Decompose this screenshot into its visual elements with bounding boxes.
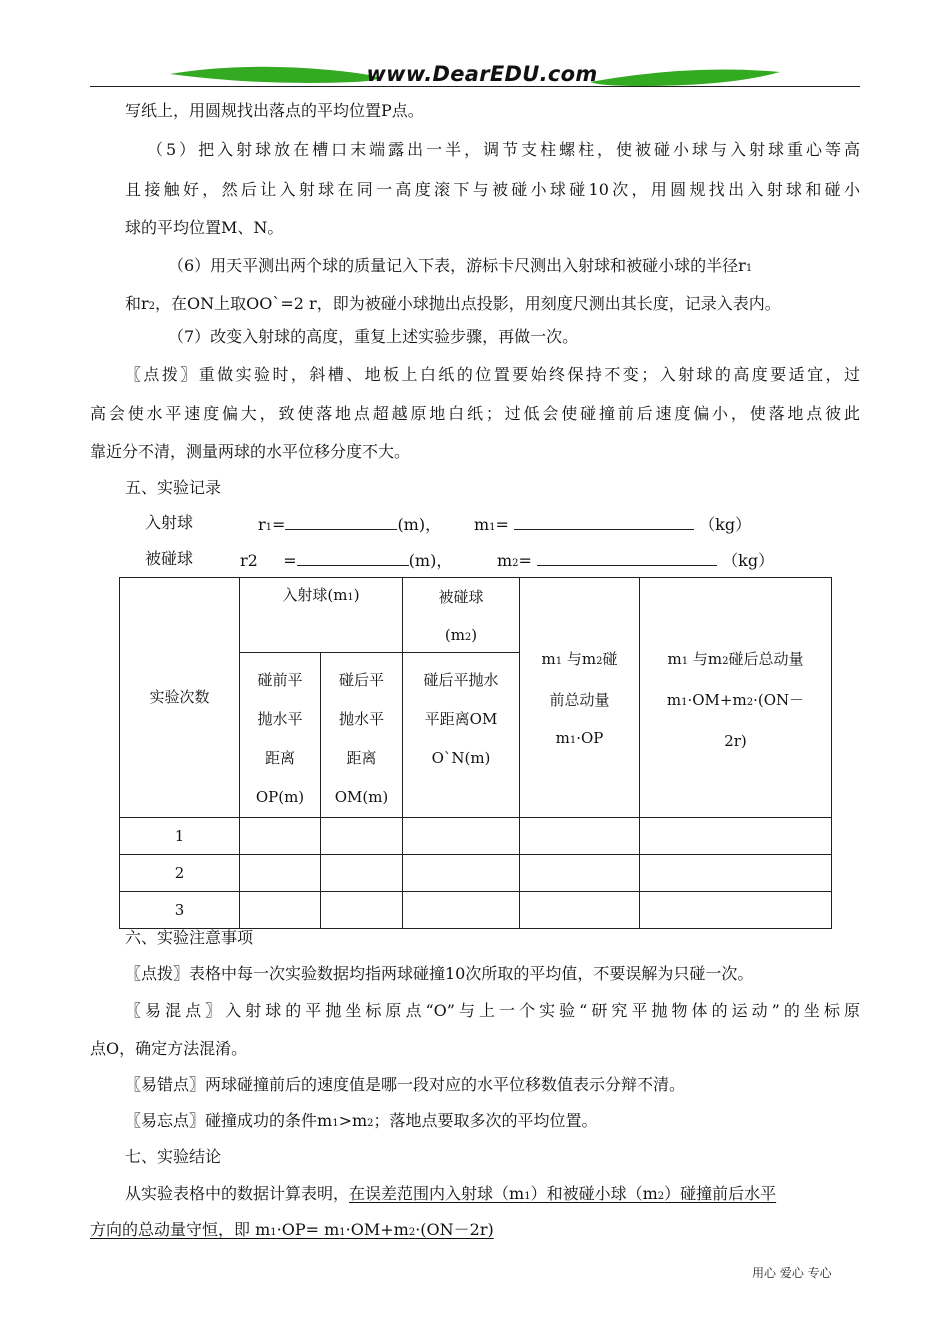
conclusion-line-2: 方向的总动量守恒，即 m1·OP= m1·OM+m2·(ON－2r) [90, 1220, 494, 1239]
row-number: 2 [120, 855, 240, 892]
header-incident-ball: 入射球(m1) [240, 578, 403, 653]
incident-mass-field: m1= （kg） [474, 515, 752, 534]
footer-slogan: 用心 爱心 专心 [752, 1266, 832, 1280]
target-ball-label: 被碰球 [145, 549, 194, 568]
logo-swoosh-left [170, 67, 377, 83]
mass-1-blank[interactable] [514, 513, 694, 530]
table-cell[interactable] [403, 818, 520, 855]
mass-2-blank[interactable] [537, 549, 717, 566]
row-number: 1 [120, 818, 240, 855]
logo-swoosh-right [590, 70, 780, 86]
table-cell[interactable] [403, 892, 520, 929]
tip-line-2: 高会使水平速度偏大，致使落地点超越原地白纸；过低会使碰撞前后速度偏小，使落地点彼此 [90, 404, 860, 423]
row-number: 3 [120, 892, 240, 929]
section-6-heading: 六、实验注意事项 [125, 928, 254, 947]
header-trials: 实验次数 [120, 578, 240, 818]
header-before-total-momentum: m1 与m2碰 前总动量 m1·OP [520, 578, 640, 818]
section-7-heading: 七、实验结论 [125, 1147, 222, 1166]
table-cell[interactable] [640, 855, 832, 892]
target-radius-field: r2 = (m)， [240, 551, 453, 570]
table-cell[interactable] [321, 818, 403, 855]
paragraph-continued: 写纸上，用圆规找出落点的平均位置P点。 [125, 101, 424, 120]
step-5-line-3: 球的平均位置M、N。 [125, 218, 284, 237]
note-tip: 〖点拨〗表格中每一次实验数据均指两球碰撞10次所取的平均值，不要误解为只碰一次。 [125, 964, 754, 983]
radius-1-blank[interactable] [285, 513, 397, 530]
incident-radius-field: r1= (m)， [258, 515, 442, 534]
header-after-total-momentum: m1 与m2碰后总动量 m1·OM+m2·(ON－ 2r) [640, 578, 832, 818]
header-after-om: 碰后平 抛水平 距离 OM(m) [321, 653, 403, 818]
note-error: 〖易错点〗两球碰撞前后的速度值是哪一段对应的水平位移数值表示分辩不清。 [125, 1075, 686, 1094]
tip-line-3: 靠近分不清，测量两球的水平位移分度不大。 [90, 442, 411, 461]
table-cell[interactable] [520, 818, 640, 855]
table-cell[interactable] [321, 892, 403, 929]
step-5-line-2: 且接触好，然后让入射球在同一高度滚下与被碰小球碰10次，用圆规找出入射球和碰小 [125, 180, 860, 199]
radius-2-blank[interactable] [297, 549, 409, 566]
section-5-heading: 五、实验记录 [125, 478, 222, 497]
header-before-op: 碰前平 抛水平 距离 OP(m) [240, 653, 321, 818]
table-cell[interactable] [403, 855, 520, 892]
step-6-line-2: 和r2，在ON上取OO`=2 r，即为被碰小球抛出点投影，用刻度尺测出其长度，记录入表内。 [125, 294, 781, 313]
note-confuse-line-2: 点O，确定方法混淆。 [90, 1039, 248, 1058]
step-7: （7）改变入射球的高度，重复上述实验步骤，再做一次。 [168, 327, 579, 346]
step-6-line-1: （6）用天平测出两个球的质量记入下表，游标卡尺测出入射球和被碰小球的半径r1 [168, 256, 753, 275]
tip-line-1: 〖点拨〗重做实验时，斜槽、地板上白纸的位置要始终保持不变；入射球的高度要适宜，过 [125, 365, 860, 384]
table-row [120, 818, 832, 855]
incident-ball-label: 入射球 [145, 513, 194, 532]
table-cell[interactable] [240, 855, 321, 892]
table-cell[interactable] [520, 892, 640, 929]
experiment-record-table [119, 577, 832, 929]
table-cell[interactable] [640, 818, 832, 855]
header-target-ball: 被碰球 (m2) [403, 578, 520, 653]
table-cell[interactable] [240, 892, 321, 929]
target-mass-field: m2= （kg） [497, 551, 775, 570]
table-cell[interactable] [520, 855, 640, 892]
logo-text: www.DearEDU.com [366, 62, 598, 86]
table-row [120, 855, 832, 892]
header-target-on: 碰后平抛水 平距离OM O`N(m) [403, 653, 520, 818]
note-confuse-line-1: 〖易混点〗入射球的平抛坐标原点“O”与上一个实验“研究平抛物体的运动”的坐标原 [125, 1001, 860, 1020]
table-cell[interactable] [640, 892, 832, 929]
note-forget: 〖易忘点〗碰撞成功的条件m1>m2；落地点要取多次的平均位置。 [125, 1111, 598, 1130]
table-cell[interactable] [321, 855, 403, 892]
conclusion-line-1: 从实验表格中的数据计算表明，在误差范围内入射球（m1）和被碰小球（m2）碰撞前后水平 [125, 1184, 777, 1203]
header-rule [90, 86, 860, 87]
step-5-line-1: （5）把入射球放在槽口末端露出一半，调节支柱螺柱，使被碰小球与入射球重心等高 [147, 140, 860, 159]
table-cell[interactable] [240, 818, 321, 855]
table-row [120, 892, 832, 929]
